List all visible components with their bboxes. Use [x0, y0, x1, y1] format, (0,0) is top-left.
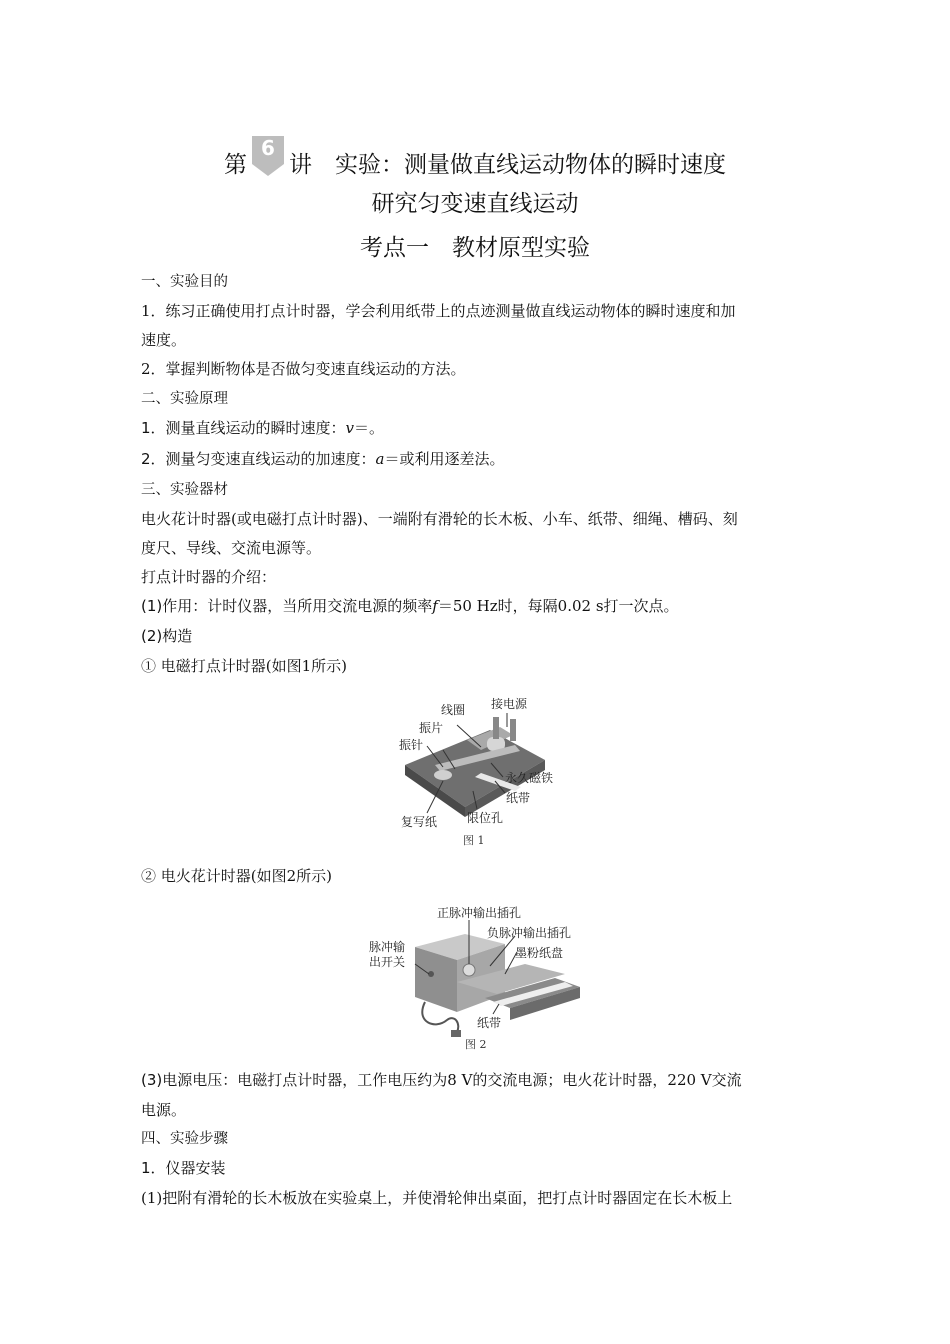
title-prefix: 第 [224, 152, 247, 178]
figure-1-intro: ① 电磁打点计时器(如图1所示) [141, 657, 348, 675]
heading-principle: 二、实验原理 [141, 391, 228, 407]
label-magnet: 永久磁铁 [505, 771, 554, 785]
voltage-line-1: (3)电源电压：电磁打点计时器，工作电压约为8 V的交流电源；电火花计时器，220 V交流 [141, 1071, 742, 1089]
timer-intro: 打点计时器的介绍： [141, 568, 277, 586]
step-1-heading: 1．仪器安装 [141, 1159, 226, 1177]
heading-purpose: 一、实验目的 [141, 274, 228, 290]
label-negative-output: 负脉冲输出插孔 [487, 926, 572, 940]
label-positive-output: 正脉冲输出插孔 [437, 906, 522, 920]
label-carbon-paper: 复写纸 [401, 815, 438, 829]
figure-2-caption: 图 2 [465, 1038, 487, 1051]
label-needle: 振针 [399, 738, 424, 752]
heading-equipment: 三、实验器材 [141, 482, 228, 498]
voltage-line-2: 电源。 [141, 1101, 187, 1119]
label-switch-line-2: 出开关 [369, 955, 406, 969]
label-vibrator: 振片 [419, 721, 444, 735]
timer-use: (1)作用：计时仪器，当所用交流电源的频率f＝50 Hz时，每隔0.02 s打一次点。 [141, 597, 679, 615]
label-limit-hole: 限位孔 [467, 811, 504, 825]
label-tape: 纸带 [477, 1016, 502, 1030]
title-suffix: 讲 实验：测量做直线运动物体的瞬时速度 [289, 152, 726, 178]
lecture-number-badge [249, 136, 287, 180]
principle-item-2: 2．测量匀变速直线运动的加速度：a＝或利用逐差法。 [141, 450, 505, 468]
figure-2 [365, 902, 595, 1054]
label-coil: 线圈 [441, 703, 466, 717]
principle-item-1: 1．测量直线运动的瞬时速度：v＝。 [141, 419, 385, 437]
label-switch-line-1: 脉冲输 [369, 940, 406, 954]
lecture-title [0, 136, 950, 180]
equipment-line-1: 电火花计时器(或电磁打点计时器)、一端附有滑轮的长木板、小车、纸带、细绳、槽码、刻 [141, 510, 738, 528]
figure-1 [395, 695, 565, 850]
section-title: 考点一 教材原型实验 [360, 235, 590, 261]
label-tape: 纸带 [506, 791, 531, 805]
equipment-line-2: 度尺、导线、交流电源等。 [141, 539, 322, 557]
figure-1-caption: 图 1 [463, 834, 485, 847]
purpose-item-2: 2．掌握判断物体是否做匀变速直线运动的方法。 [141, 360, 466, 378]
heading-steps: 四、实验步骤 [141, 1131, 228, 1147]
label-power: 接电源 [491, 697, 528, 711]
purpose-item-1a: 1．练习正确使用打点计时器，学会利用纸带上的点迹测量做直线运动物体的瞬时速度和加 [141, 302, 736, 320]
step-1-1: (1)把附有滑轮的长木板放在实验桌上，并使滑轮伸出桌面，把打点计时器固定在长木板上 [141, 1189, 733, 1207]
title-line-2: 研究匀变速直线运动 [371, 191, 579, 217]
label-ink-disc: 墨粉纸盘 [515, 946, 564, 960]
timer-structure: (2)构造 [141, 627, 193, 645]
purpose-item-1b: 速度。 [141, 331, 187, 349]
lecture-number: 6 [261, 136, 275, 160]
figure-2-intro: ② 电火花计时器(如图2所示) [141, 867, 333, 885]
